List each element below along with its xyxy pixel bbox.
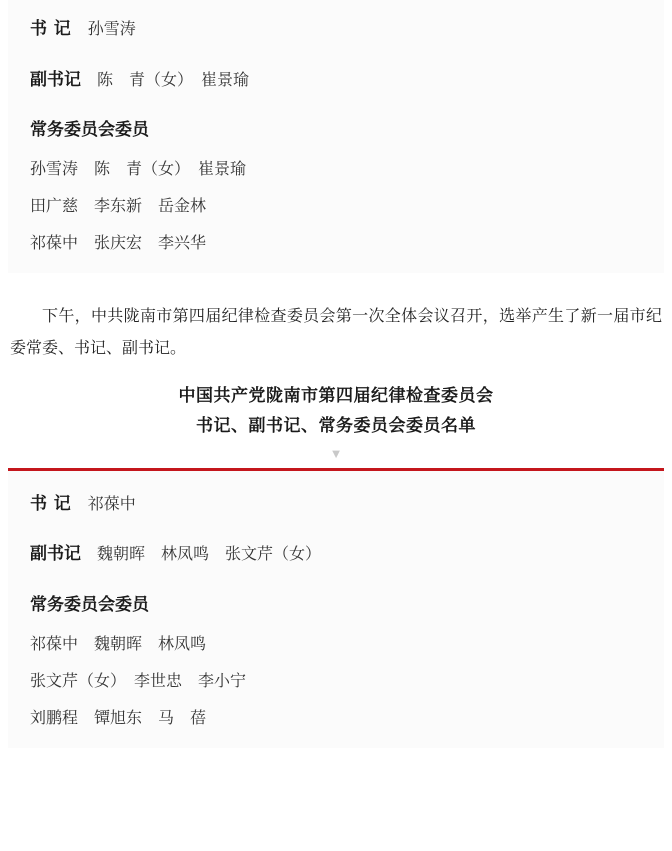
name-line: 祁葆中 张庆宏 李兴华	[30, 235, 207, 253]
heading-line-2: 书记、副书记、常务委员会委员名单	[196, 415, 476, 435]
deputy-secretary-names: 陈 青（女） 崔景瑜	[97, 71, 250, 89]
standing-committee-names	[30, 631, 642, 728]
name-line: 孙雪涛 陈 青（女） 崔景瑜	[30, 161, 247, 179]
standing-committee-block-first	[30, 115, 642, 253]
secretary-label: 书 记	[30, 19, 72, 38]
roster-card-first	[8, 0, 664, 273]
deputy-secretary-row-first	[30, 65, 642, 94]
secretary-names: 孙雪涛	[87, 21, 136, 38]
standing-committee-names	[30, 156, 642, 253]
deputy-secretary-label: 副书记	[30, 69, 81, 89]
secretary-label: 书 记	[30, 493, 72, 513]
heading-line-1: 中国共产党陇南市第四届纪律检查委员会	[178, 386, 494, 406]
secretary-row-first	[30, 14, 642, 43]
name-line: 张文芹（女） 李世忠 李小宁	[30, 672, 247, 690]
deputy-secretary-label: 副书记	[30, 544, 81, 564]
card-gap	[0, 273, 672, 287]
secretary-names: 祁葆中	[87, 495, 136, 513]
standing-committee-title: 常务委员会委员	[30, 594, 149, 614]
secretary-row-second	[30, 489, 642, 518]
caret-down-icon: ▼	[329, 445, 343, 461]
deputy-secretary-row-second	[30, 539, 642, 568]
list-heading	[0, 371, 672, 441]
standing-committee-title: 常务委员会委员	[30, 120, 149, 140]
name-line: 刘鹏程 镡旭东 马 蓓	[30, 709, 207, 727]
name-line: 田广慈 李东新 岳金林	[30, 198, 207, 216]
body-paragraph: 下午，中共陇南市第四届纪律检查委员会第一次全体会议召开，选举产生了新一届市纪委常委、书记、副书记。	[10, 308, 662, 358]
roster-card-second	[8, 471, 664, 748]
deputy-secretary-names: 魏朝晖 林凤鸣 张文芹（女）	[97, 546, 322, 564]
standing-committee-block-second	[30, 590, 642, 728]
name-line: 祁葆中 魏朝晖 林凤鸣	[30, 635, 207, 653]
